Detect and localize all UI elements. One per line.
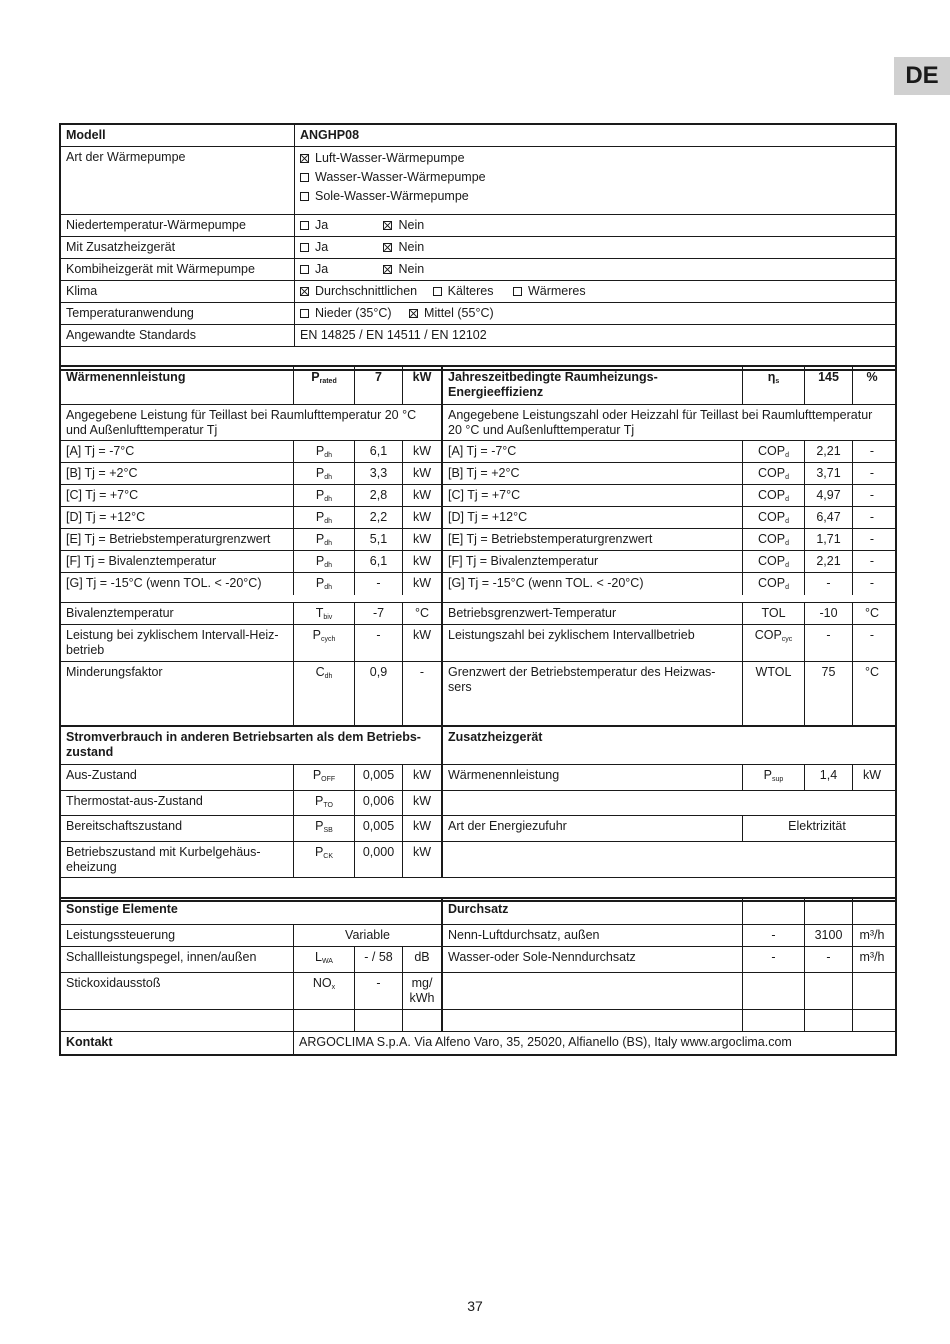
checkbox-empty-icon xyxy=(513,287,522,296)
row-symbol: $P_{dh}$ xyxy=(294,463,355,484)
row-unit: kW xyxy=(403,441,443,462)
row-right-unit: - xyxy=(869,628,875,642)
row-unit: kW xyxy=(403,625,443,661)
no-value: - xyxy=(355,973,403,1009)
row-value: 2,2 xyxy=(355,507,403,528)
power-row-label: Bereitschaftszustand xyxy=(61,816,294,841)
row-value: 3,3 xyxy=(355,463,403,484)
standards-value: EN 14825 / EN 14511 / EN 12102 xyxy=(300,328,487,342)
no-label: Stickoxidausstoß xyxy=(61,973,294,1009)
eta-symbol: $\eta_s$ xyxy=(743,367,805,404)
prated-symbol: $P_{rated}$ xyxy=(294,367,355,404)
row-symbol: $P_{dh}$ xyxy=(294,529,355,550)
power-row-unit: kW xyxy=(403,816,443,841)
checkbox-checked-icon xyxy=(300,154,309,163)
modell-row xyxy=(61,125,895,147)
power-row xyxy=(61,842,895,878)
row-label: [B] Tj = +2°C xyxy=(61,463,294,484)
checkbox-empty-icon xyxy=(300,192,309,201)
row-right-unit: - xyxy=(869,444,875,458)
checkbox-empty-icon xyxy=(300,265,309,274)
standards-row xyxy=(61,325,895,347)
n2-value: - xyxy=(805,947,853,972)
heating-data-row xyxy=(61,485,895,507)
zusatz-e-value: Elektrizität xyxy=(788,819,846,833)
row-unit: kW xyxy=(403,485,443,506)
row-right-unit: - xyxy=(869,532,875,546)
heating-desc-left: Angegebene Leistung für Teillast bei Raumlufttemperatur 20 °C und Außenlufttemperatur Tj xyxy=(61,405,443,440)
row-right-symbol: $COP_{cyc}$ xyxy=(743,625,805,661)
power-row-symbol: $P_{CK}$ xyxy=(294,842,355,877)
contact-value: ARGOCLIMA S.p.A. Via Alfeno Varo, 35, 25020, Alfianello (BS), Italy www.argoclima.com xyxy=(299,1035,792,1049)
row-value: - xyxy=(355,573,403,595)
heating-data-row xyxy=(61,662,895,699)
row-unit: °C xyxy=(403,603,443,624)
other-row xyxy=(61,947,895,973)
row-right-label: [A] Tj = -7°C xyxy=(443,441,743,462)
row-label: [A] Tj = -7°C xyxy=(61,441,294,462)
row-symbol: $T_{biv}$ xyxy=(294,603,355,624)
row-right-symbol: $COP_d$ xyxy=(743,507,805,528)
zusatz-label: Mit Zusatzheizgerät xyxy=(61,237,295,258)
art-row xyxy=(61,147,895,215)
option-nein: Nein xyxy=(398,262,425,276)
row-right-unit: - xyxy=(869,466,875,480)
spacer-row xyxy=(61,595,895,603)
power-row-label: Aus-Zustand xyxy=(61,765,294,790)
prated-unit: kW xyxy=(403,367,443,404)
checkbox-empty-icon xyxy=(300,309,309,318)
heating-data-row xyxy=(61,529,895,551)
n2-unit: m³/h xyxy=(859,950,885,964)
power-row-value: 0,006 xyxy=(355,791,403,815)
row-value: 6,1 xyxy=(355,551,403,572)
row-symbol: $P_{dh}$ xyxy=(294,551,355,572)
other-title: Sonstige Elemente xyxy=(61,899,443,924)
row-right-value: - xyxy=(805,573,853,595)
n1-unit: m³/h xyxy=(859,928,885,942)
kombi-row xyxy=(61,259,895,281)
row-value: 6,1 xyxy=(355,441,403,462)
zusatz-e-label: Art der Energiezufuhr xyxy=(443,816,743,841)
power-title: Stromverbrauch in anderen Betriebsarten als dem Betriebs-zustand xyxy=(61,727,443,764)
row-right-value: 2,21 xyxy=(805,551,853,572)
zusatz-row xyxy=(61,237,895,259)
klima-row xyxy=(61,281,895,303)
klima-durchschnitt: Durchschnittlichen xyxy=(315,284,418,298)
row-right-symbol: $COP_d$ xyxy=(743,573,805,595)
art-option-luft: Luft-Wasser-Wärmepumpe xyxy=(315,151,465,165)
option-nein: Nein xyxy=(398,218,425,232)
contact-label: Kontakt xyxy=(61,1032,294,1054)
other-table xyxy=(59,897,897,1056)
row-right-symbol: $COP_d$ xyxy=(743,529,805,550)
row-value: 2,8 xyxy=(355,485,403,506)
checkbox-empty-icon xyxy=(300,221,309,230)
power-row-label: Thermostat-aus-Zustand xyxy=(61,791,294,815)
checkbox-checked-icon xyxy=(383,243,392,252)
heating-header-row xyxy=(61,367,895,405)
row-label: Minderungsfaktor xyxy=(61,662,294,699)
klima-waermer: Wärmeres xyxy=(527,284,586,298)
row-label: [C] Tj = +7°C xyxy=(61,485,294,506)
ls-label: Leistungssteuerung xyxy=(61,925,294,946)
row-right-unit: - xyxy=(869,488,875,502)
row-symbol: $P_{dh}$ xyxy=(294,441,355,462)
sl-symbol: $L_{WA}$ xyxy=(294,947,355,972)
row-right-label: [D] Tj = +12°C xyxy=(443,507,743,528)
n1-label: Nenn-Luftdurchsatz, außen xyxy=(443,925,743,946)
art-option-sole: Sole-Wasser-Wärmepumpe xyxy=(315,189,469,203)
checkbox-empty-icon xyxy=(433,287,442,296)
zusatz-w-unit: kW xyxy=(862,768,882,782)
klima-label: Klima xyxy=(61,281,295,302)
row-label: Bivalenztemperatur xyxy=(61,603,294,624)
row-right-label: Betriebsgrenzwert-Temperatur xyxy=(443,603,743,624)
row-symbol: $P_{dh}$ xyxy=(294,485,355,506)
checkbox-checked-icon xyxy=(383,221,392,230)
row-right-label: [F] Tj = Bivalenztemperatur xyxy=(443,551,743,572)
n2-symbol: - xyxy=(743,947,805,972)
power-row xyxy=(61,791,895,816)
sl-value: - / 58 xyxy=(355,947,403,972)
option-ja: Ja xyxy=(315,218,329,232)
heating-desc-row xyxy=(61,405,895,441)
heating-data-row xyxy=(61,507,895,529)
sl-label: Schallleistungspegel, innen/außen xyxy=(61,947,294,972)
spacer-row xyxy=(61,699,895,725)
spacer-row xyxy=(61,1010,895,1032)
row-right-unit: - xyxy=(869,554,875,568)
row-label: [D] Tj = +12°C xyxy=(61,507,294,528)
power-table xyxy=(59,725,897,902)
n1-symbol: - xyxy=(743,925,805,946)
zusatz-title: Zusatzheizgerät xyxy=(448,730,543,744)
heating-data-row xyxy=(61,463,895,485)
n2-label: Wasser-oder Sole-Nenndurchsatz xyxy=(443,947,743,972)
art-options xyxy=(295,147,891,214)
row-right-label: [B] Tj = +2°C xyxy=(443,463,743,484)
row-symbol: $P_{dh}$ xyxy=(294,507,355,528)
kombi-label: Kombiheizgerät mit Wärmepumpe xyxy=(61,259,295,280)
sl-unit: dB xyxy=(403,947,443,972)
eta-value: 145 xyxy=(805,367,853,404)
power-row-value: 0,000 xyxy=(355,842,403,877)
power-row-symbol: $P_{OFF}$ xyxy=(294,765,355,790)
row-symbol: $P_{dh}$ xyxy=(294,573,355,595)
option-nein: Nein xyxy=(398,240,425,254)
row-right-value: 2,21 xyxy=(805,441,853,462)
power-row-unit: kW xyxy=(403,791,443,815)
row-label: [F] Tj = Bivalenztemperatur xyxy=(61,551,294,572)
option-ja: Ja xyxy=(315,262,329,276)
general-table xyxy=(59,123,897,371)
row-value: -7 xyxy=(355,603,403,624)
durchsatz-title: Durchsatz xyxy=(443,899,743,924)
art-option-wasser: Wasser-Wasser-Wärmepumpe xyxy=(315,170,486,184)
row-label: [E] Tj = Betriebstemperaturgrenzwert xyxy=(61,529,294,550)
row-right-label: [G] Tj = -15°C (wenn TOL. < -20°C) xyxy=(443,573,743,595)
row-right-unit: °C xyxy=(864,606,880,620)
checkbox-empty-icon xyxy=(300,243,309,252)
row-value: 5,1 xyxy=(355,529,403,550)
temp-mittel: Mittel (55°C) xyxy=(424,306,494,320)
heating-title: Wärmenennleistung xyxy=(61,367,294,404)
power-row xyxy=(61,765,895,791)
row-right-unit: - xyxy=(869,576,875,590)
row-right-value: - xyxy=(805,625,853,661)
nieder-row xyxy=(61,215,895,237)
checkbox-empty-icon xyxy=(300,173,309,182)
page-number: 37 xyxy=(467,1298,483,1314)
row-label: [G] Tj = -15°C (wenn TOL. < -20°C) xyxy=(61,573,294,595)
no-symbol: $NO_x$ xyxy=(294,973,355,1009)
power-row-value: 0,005 xyxy=(355,816,403,841)
row-right-value: -10 xyxy=(805,603,853,624)
heating-data-row xyxy=(61,551,895,573)
zusatz-w-symbol: $P_{sup}$ xyxy=(743,765,805,790)
checkbox-checked-icon xyxy=(300,287,309,296)
standards-label: Angewandte Standards xyxy=(61,325,295,346)
row-right-value: 3,71 xyxy=(805,463,853,484)
contact-row xyxy=(61,1032,895,1054)
nieder-label: Niedertemperatur-Wärmepumpe xyxy=(61,215,295,236)
power-row-unit: kW xyxy=(403,842,443,877)
temp-nieder: Nieder (35°C) xyxy=(315,306,392,320)
zusatz-w-value: 1,4 xyxy=(805,765,853,790)
other-row xyxy=(61,973,895,1010)
zusatz-w-label: Wärmenennleistung xyxy=(443,765,743,790)
heating-data-row xyxy=(61,603,895,625)
row-right-label: Leistungszahl bei zyklischem Intervallbetrieb xyxy=(443,625,743,661)
other-header-row xyxy=(61,899,895,925)
row-unit: kW xyxy=(403,551,443,572)
row-right-symbol: $COP_d$ xyxy=(743,463,805,484)
row-right-label: Grenzwert der Betriebstemperatur des Heizwas-sers xyxy=(443,662,743,699)
row-right-value: 75 xyxy=(805,662,853,699)
klima-kaelter: Kälteres xyxy=(447,284,494,298)
row-unit: - xyxy=(403,662,443,699)
other-row xyxy=(61,925,895,947)
eta-unit: % xyxy=(866,370,878,384)
heating-desc-right: Angegebene Leistungszahl oder Heizzahl für Teillast bei Raumlufttemperatur 20 °C und Außenlufttemperatur Tj xyxy=(448,408,873,437)
efficiency-title: Jahreszeitbedingte Raumheizungs-Energieeffizienz xyxy=(443,367,743,404)
row-right-value: 4,97 xyxy=(805,485,853,506)
heating-data-row xyxy=(61,441,895,463)
n1-value: 3100 xyxy=(805,925,853,946)
power-row xyxy=(61,816,895,842)
row-right-label: [C] Tj = +7°C xyxy=(443,485,743,506)
heating-data-row xyxy=(61,625,895,662)
power-row-value: 0,005 xyxy=(355,765,403,790)
row-symbol: $C_{dh}$ xyxy=(294,662,355,699)
row-right-unit: - xyxy=(869,510,875,524)
temp-row xyxy=(61,303,895,325)
row-right-symbol: $COP_d$ xyxy=(743,485,805,506)
temp-label: Temperaturanwendung xyxy=(61,303,295,324)
power-row-label: Betriebszustand mit Kurbelgehäus-eheizung xyxy=(61,842,294,877)
power-row-symbol: $P_{TO}$ xyxy=(294,791,355,815)
row-value: - xyxy=(355,625,403,661)
row-right-symbol: $COP_d$ xyxy=(743,441,805,462)
row-right-unit: °C xyxy=(864,665,880,679)
row-unit: kW xyxy=(403,463,443,484)
option-ja: Ja xyxy=(315,240,329,254)
prated-value: 7 xyxy=(355,367,403,404)
checkbox-checked-icon xyxy=(409,309,418,318)
power-row-unit: kW xyxy=(403,765,443,790)
row-symbol: $P_{cych}$ xyxy=(294,625,355,661)
row-right-value: 1,71 xyxy=(805,529,853,550)
row-unit: kW xyxy=(403,573,443,595)
modell-label: Modell xyxy=(61,125,295,146)
row-unit: kW xyxy=(403,507,443,528)
row-right-symbol: WTOL xyxy=(743,662,805,699)
modell-value: ANGHP08 xyxy=(300,128,360,142)
row-unit: kW xyxy=(403,529,443,550)
row-label: Leistung bei zyklischem Intervall-Heiz-betrieb xyxy=(61,625,294,661)
ls-value: Variable xyxy=(294,925,443,946)
row-right-label: [E] Tj = Betriebstemperaturgrenzwert xyxy=(443,529,743,550)
row-value: 0,9 xyxy=(355,662,403,699)
no-unit: mg/ kWh xyxy=(403,973,443,1009)
heating-table xyxy=(59,365,897,727)
row-right-symbol: TOL xyxy=(743,603,805,624)
language-tab: DE xyxy=(894,57,950,95)
power-row-symbol: $P_{SB}$ xyxy=(294,816,355,841)
checkbox-checked-icon xyxy=(383,265,392,274)
heating-data-row xyxy=(61,573,895,595)
row-right-value: 6,47 xyxy=(805,507,853,528)
row-right-symbol: $COP_d$ xyxy=(743,551,805,572)
art-label: Art der Wärmepumpe xyxy=(61,147,295,214)
power-header-row xyxy=(61,727,895,765)
